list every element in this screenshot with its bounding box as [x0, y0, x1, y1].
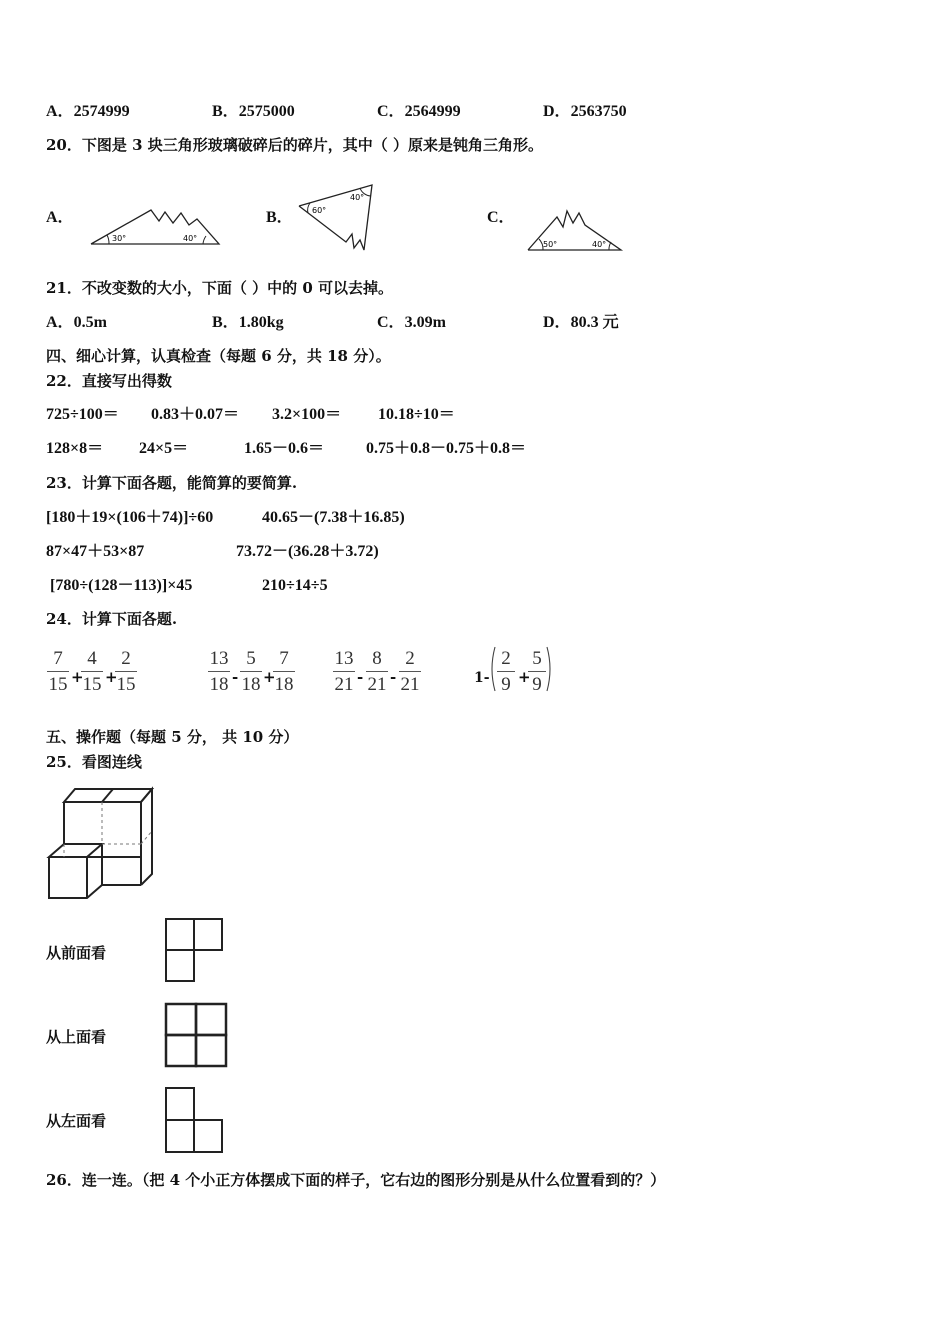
fraction: 4 15 [82, 648, 102, 695]
triangle-shard-c [525, 205, 625, 255]
fraction: 8 21 [367, 648, 387, 695]
view-shape-left[interactable] [164, 1086, 226, 1154]
fraction: 13 18 [209, 648, 229, 695]
fraction: 5 18 [241, 648, 261, 695]
q24-stem: 24．计算下面各题. [46, 610, 178, 628]
q19-option-c: C．2564999 [377, 103, 461, 120]
q21-option-b: B．1.80kg [212, 314, 284, 331]
q23-item: 40.65－(7.38＋16.85) [262, 509, 405, 526]
q21-stem: 21．不改变数的大小，下面（ ）中的 0 可以去掉。 [46, 279, 393, 297]
q23-item: [180＋19×(106＋74)]÷60 [46, 509, 214, 526]
angle-a1: 30° [112, 234, 127, 243]
operator: + [105, 668, 118, 686]
view-label-front: 从前面看 [46, 944, 107, 962]
angle-c2: 40° [592, 240, 607, 249]
q22-item: 24×5＝ [139, 440, 189, 457]
q22-item: 1.65－0.6＝ [244, 440, 325, 457]
q22-item: 10.18÷10＝ [378, 406, 455, 423]
q21-option-d: D．80.3 元 [543, 314, 619, 331]
q20-label-a: A． [46, 209, 74, 226]
q23-stem: 23．计算下面各题，能简算的要简算. [46, 474, 298, 492]
q23-item: 210÷14÷5 [262, 577, 328, 594]
q19-option-d: D．2563750 [543, 103, 627, 120]
view-shape-front[interactable] [164, 917, 226, 983]
q23-item: 87×47＋53×87 [46, 543, 145, 560]
operator: + [71, 668, 84, 686]
q26-stem: 26．连一连。（把 4 个小正方体摆成下面的样子，它右边的图形分别是从什么位置看到的？） [46, 1171, 666, 1189]
fraction: 2 15 [116, 648, 136, 695]
operator: - [232, 668, 239, 686]
q19-option-a: A．2574999 [46, 103, 130, 120]
angle-b2: 40° [350, 193, 365, 202]
fraction: 7 18 [274, 648, 294, 695]
q22-item: 3.2×100＝ [272, 406, 342, 423]
q22-item: 0.83＋0.07＝ [151, 406, 240, 423]
view-shape-top[interactable] [164, 1002, 228, 1068]
cube-solid-figure [45, 786, 157, 902]
angle-c1: 50° [543, 240, 558, 249]
section-5-heading: 五、操作题（每题 5 分， 共 10 分） [46, 728, 299, 746]
angle-b1: 60° [312, 206, 327, 215]
operator: - [390, 668, 397, 686]
q21-option-c: C．3.09m [377, 314, 446, 331]
fraction: 2 9 [495, 649, 517, 694]
view-label-top: 从上面看 [46, 1028, 107, 1046]
q20-label-c: C． [487, 209, 515, 226]
operator: - [357, 668, 364, 686]
operator: + [518, 668, 531, 686]
angle-a2: 40° [183, 234, 198, 243]
right-paren [545, 645, 553, 693]
triangle-shard-b [296, 182, 378, 257]
view-label-left: 从左面看 [46, 1112, 107, 1130]
q22-stem: 22．直接写出得数 [46, 372, 172, 390]
q22-item: 0.75＋0.8－0.75＋0.8＝ [366, 440, 527, 457]
q22-item: 725÷100＝ [46, 406, 119, 423]
q21-option-a: A．0.5m [46, 314, 107, 331]
fraction: 13 21 [334, 648, 354, 695]
section-4-heading: 四、细心计算，认真检查（每题 6 分，共 18 分）。 [46, 347, 391, 365]
q20-stem: 20．下图是 3 块三角形玻璃破碎后的碎片，其中（ ）原来是钝角三角形。 [46, 136, 543, 154]
fraction: 5 9 [526, 649, 548, 694]
one-minus: 1- [474, 670, 490, 686]
fraction: 7 15 [48, 648, 68, 695]
fraction: 2 21 [400, 648, 420, 695]
q22-item: 128×8＝ [46, 440, 104, 457]
operator: + [263, 668, 276, 686]
q20-label-b: B． [266, 209, 293, 226]
triangle-shard-a [85, 205, 225, 250]
q23-item: 73.72－(36.28＋3.72) [236, 543, 379, 560]
q23-item: [780÷(128－113)]×45 [50, 577, 193, 594]
q25-stem: 25．看图连线 [46, 753, 142, 771]
q19-option-b: B．2575000 [212, 103, 295, 120]
